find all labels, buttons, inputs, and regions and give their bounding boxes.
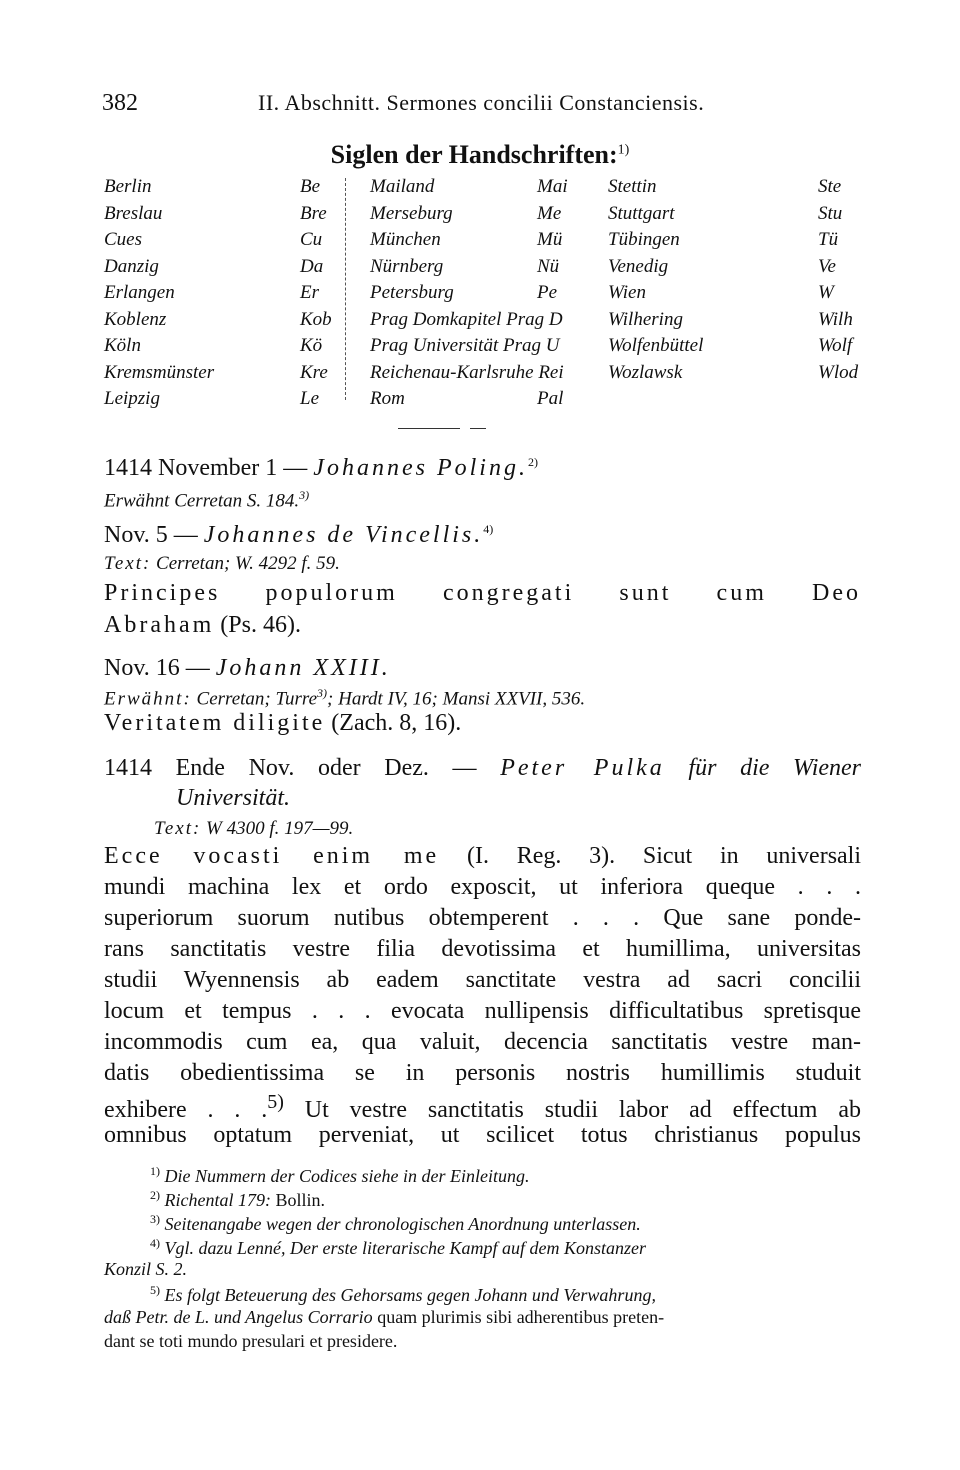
sigla-abbrev: Da (300, 255, 324, 277)
sigla-row (0, 203, 960, 227)
footnote-text: Es folgt Beteuerung des Gehorsams gegen Johann und Verwahrung, (164, 1285, 656, 1305)
sigla-row (0, 309, 960, 333)
sigla-place: Tübingen (608, 229, 680, 250)
sigla-abbrev: Kob (300, 308, 332, 330)
footnote-mark: 5) (150, 1283, 160, 1297)
footnote-text-italic: Richental 179: (164, 1190, 271, 1210)
sigla-place: Stuttgart (608, 202, 675, 224)
scripture-ref: (Zach. 8, 16). (331, 710, 462, 736)
sigla-place: München (370, 229, 441, 250)
sigla-place: Nürnberg (370, 255, 444, 277)
body-line: datis obedientissima se in personis nostris humillimis studuit (104, 1060, 861, 1086)
sigla-abbrev: Mai (537, 176, 568, 197)
sigla-abbrev: Bre (300, 202, 327, 224)
footnote-text: Seitenangabe wegen der chronologischen Anordnung unterlassen. (164, 1214, 641, 1234)
theme-word: Abraham (104, 612, 215, 638)
sigla-place: Prag Universität Prag U (370, 335, 560, 356)
sigla-abbrev: Kre (300, 361, 328, 383)
sigla-abbrev: Er (300, 282, 319, 303)
footnote-ref: 3) (317, 686, 328, 700)
footnote (150, 1236, 646, 1259)
separator-rule (398, 428, 460, 429)
body-line: incommodis cum ea, qua valuit, decencia sanctitatis vestre man- (104, 1029, 861, 1055)
body-text: exhibere . . . (104, 1097, 268, 1123)
footnote-cont: dant se toti mundo presulari et presidere. (104, 1331, 398, 1351)
preacher-name: Johannes Poling. (313, 455, 528, 481)
mention-ref: Cerretan; Turre (196, 688, 318, 710)
sigla-place: Cues (104, 229, 142, 250)
sigla-row (0, 229, 960, 253)
sigla-row (0, 388, 960, 412)
sigla-row (0, 282, 960, 306)
text-reference: Cerretan; W. 4292 f. 59. (156, 553, 340, 574)
entry-date: 1414 Ende Nov. oder Dez. — (104, 755, 477, 781)
sermon-theme: Principes populorum congregati sunt cum Deo (104, 580, 861, 606)
entry-heading (104, 455, 538, 482)
sigla-place: Reichenau-Karlsruhe Rei (370, 361, 564, 383)
sigla-place: Wilhering (608, 308, 683, 330)
sigla-abbrev: Ve (818, 255, 836, 277)
footnote-text: Vgl. dazu Lenné, Der erste literarische Kampf auf dem Konstanzer (164, 1238, 646, 1258)
footnote-text: quam plurimis sibi adherentibus preten- (377, 1307, 665, 1327)
body-line: locum et tempus . . . evocata nullipensis difficultatibus spretisque (104, 998, 861, 1024)
sigla-abbrev: Kö (300, 335, 323, 356)
footnote-ref: 1) (617, 142, 630, 158)
sigla-place: Erlangen (104, 282, 175, 303)
sigla-row (0, 362, 960, 386)
sigla-abbrev: Wilh (818, 308, 853, 330)
sigla-abbrev: Tü (818, 229, 839, 250)
sigla-place: Berlin (104, 176, 152, 197)
sigla-place: Wolfenbüttel (608, 335, 704, 356)
theme-words: Veritatem diligite (104, 710, 326, 736)
sigla-row (0, 176, 960, 200)
separator-rule-short (470, 428, 486, 429)
footnote-ref: 4) (483, 522, 494, 536)
sigla-abbrev: Ste (818, 176, 842, 197)
sigla-abbrev: Stu (818, 202, 843, 224)
scripture-ref: (Ps. 46). (220, 612, 301, 638)
entry-heading (104, 655, 391, 682)
sigla-abbrev: Wolf (818, 335, 853, 356)
entry-heading-rest: für die Wiener (688, 755, 862, 781)
text-source-line (104, 553, 340, 575)
text-reference: W 4300 f. 197—99. (206, 818, 354, 839)
sigla-heading-text: Siglen der Handschriften: (330, 140, 618, 169)
footnote-text: Bollin. (275, 1190, 325, 1210)
footnote (150, 1283, 656, 1306)
footnote (150, 1188, 325, 1211)
footnote (150, 1164, 529, 1187)
running-head-title: II. Abschnitt. Sermones concilii Constanciensis. (258, 90, 705, 115)
sigla-place: Rom (370, 388, 405, 409)
footnote-ref: 5) (267, 1091, 284, 1113)
body-line (104, 1091, 861, 1124)
footnote-text-italic: daß Petr. de L. und Angelus Corrario (104, 1307, 373, 1327)
text-source-line (154, 818, 353, 840)
body-line: superiorum suorum nutibus obtemperent . . . Que sane ponde- (104, 905, 861, 931)
sigla-place: Kremsmünster (104, 361, 215, 383)
sigla-place: Leipzig (104, 388, 160, 409)
body-line: mundi machina lex et ordo exposcit, ut inferiora queque . . . (104, 874, 861, 900)
sigla-place: Breslau (104, 202, 163, 224)
sigla-place: Köln (104, 335, 141, 356)
mention-line (104, 686, 585, 710)
mention-text: Erwähnt Cerretan S. 184. (104, 490, 300, 512)
body-line: omnibus optatum perveniat, ut scilicet totus christianus populus (104, 1122, 861, 1148)
sigla-row (0, 335, 960, 359)
entry-heading (104, 755, 861, 782)
sigla-abbrev: Le (300, 388, 319, 409)
sigla-place: Wozlawsk (608, 361, 683, 383)
body-line: studii Wyennensis ab eadem sanctitate vestra ad sacri concilii (104, 967, 861, 993)
entry-date: Nov. 5 — (104, 522, 198, 548)
body-text: Ut vestre sanctitatis studii labor ad effectum ab (304, 1097, 861, 1123)
sigla-place: Venedig (608, 255, 669, 277)
mention-ref-cont: ; Hardt IV, 16; Mansi XXVII, 536. (327, 688, 586, 710)
footnote-mark: 3) (150, 1212, 160, 1226)
body-line (104, 843, 861, 870)
preacher-name: Johannes de Vincellis. (203, 522, 484, 548)
entry-heading-cont: Universität. (176, 785, 290, 811)
text-label: Text: (154, 818, 202, 839)
sigla-place: Prag Domkapitel Prag D (370, 308, 563, 330)
mention-label: Erwähnt: (104, 688, 192, 710)
footnote-mark: 1) (150, 1164, 160, 1178)
sigla-abbrev: Me (537, 202, 562, 224)
sigla-place: Wien (608, 282, 646, 303)
footnote (150, 1212, 641, 1235)
sigla-place: Koblenz (104, 308, 167, 330)
sigla-place: Merseburg (370, 202, 453, 224)
sigla-abbrev: W (818, 282, 834, 303)
mention-line (104, 488, 309, 512)
footnote-mark: 2) (150, 1188, 160, 1202)
sigla-place: Mailand (370, 176, 435, 197)
sigla-place: Petersburg (370, 282, 454, 303)
sigla-abbrev: Mü (537, 229, 563, 250)
preacher-name: Peter Pulka (500, 755, 665, 781)
body-text: (I. Reg. 3). Sicut in universali (466, 843, 862, 869)
sigla-abbrev: Pe (537, 282, 558, 303)
footnote-cont (104, 1307, 664, 1328)
sermon-theme-cont (104, 612, 301, 639)
sermon-theme (104, 710, 461, 737)
sigla-abbrev: Nü (537, 255, 560, 277)
footnote-text: Die Nummern der Codices siehe in der Einleitung. (164, 1166, 530, 1186)
sigla-abbrev: Pal (537, 388, 564, 409)
sigla-place: Danzig (104, 255, 159, 277)
footnote-ref: 2) (527, 455, 538, 469)
body-line: rans sanctitatis vestre filia devotissima et humillima, universitas (104, 936, 861, 962)
entry-date: Nov. 16 — (104, 655, 210, 681)
footnote-ref: 3) (299, 488, 310, 502)
sigla-place: Stettin (608, 176, 657, 197)
sigla-heading (0, 140, 960, 170)
sigla-abbrev: Cu (300, 229, 323, 250)
sigla-abbrev: Be (300, 176, 321, 197)
incipit: Ecce vocasti enim me (104, 843, 440, 869)
text-label: Text: (104, 553, 152, 574)
sigla-abbrev: Wlod (818, 361, 859, 383)
entry-date: 1414 November 1 — (104, 455, 308, 481)
page-number: 382 (102, 90, 138, 116)
entry-heading (104, 522, 493, 549)
preacher-name: Johann XXIII. (215, 655, 391, 681)
footnote-mark: 4) (150, 1236, 160, 1250)
footnote-cont: Konzil S. 2. (104, 1259, 188, 1279)
sigla-row (0, 256, 960, 280)
